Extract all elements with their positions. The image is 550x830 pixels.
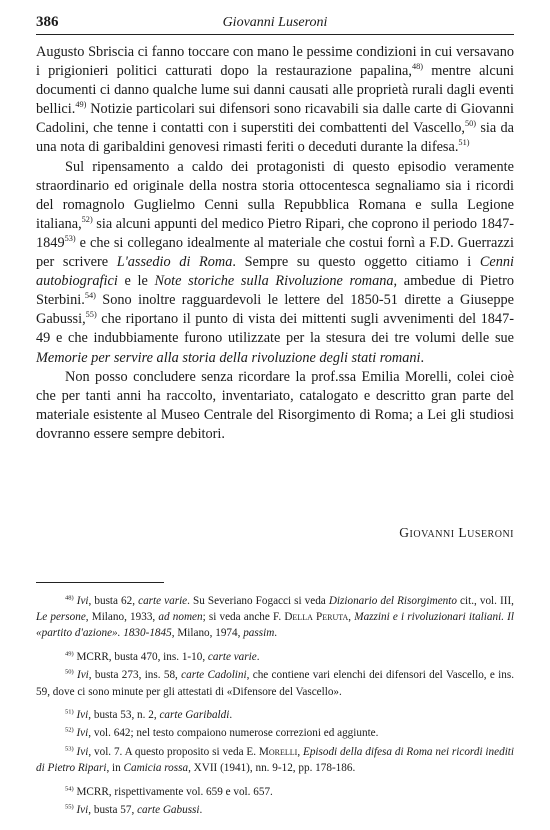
signature-smallcaps: IOVANNI — [409, 529, 455, 540]
italic-run: ad nomen — [158, 611, 203, 624]
author-name: Della Peruta — [284, 611, 349, 624]
text-run: cit., vol. III, — [456, 595, 514, 607]
text-run: . — [199, 803, 203, 816]
italic-run: carte Garibaldi — [159, 709, 230, 722]
text-run: , vol. 642; nel testo compaiono numerose correzioni ed aggiunte. — [88, 727, 379, 740]
footnote-ref-49: 49) — [75, 100, 87, 110]
italic-title: Memorie per servire alla storia della rivoluzione degli stati romani — [36, 349, 421, 366]
text-run: , ambedue di Pietro Sterbini. — [36, 273, 514, 309]
italic-run: Episodi della difesa di Roma nei ricordi inediti di Pietro Ripari — [36, 745, 515, 774]
footnote-ref-51: 51) — [458, 138, 470, 148]
signature-initial: L — [458, 525, 468, 540]
italic-run: Ivi — [76, 803, 89, 816]
signature-initial: G — [399, 525, 410, 540]
italic-run: carte varie — [138, 595, 188, 607]
paragraph-1 — [36, 43, 514, 158]
paragraph-2 — [36, 158, 514, 368]
footnote-52 — [36, 725, 514, 741]
text-run: , che contiene vari elenchi dei difensori del Vascello, e ins. 59, dove ci sono minute per gli attestati di «Difensore del Vascello». — [36, 669, 515, 698]
italic-run: Le persone — [36, 611, 86, 624]
footnote-number: 48) — [65, 594, 74, 602]
text-run: . Su Severiano Fogacci si veda — [187, 595, 329, 607]
italic-run: carte varie — [207, 651, 257, 664]
text-run: . — [274, 627, 278, 640]
footnotes — [36, 593, 514, 820]
text-run: , — [348, 611, 355, 624]
footnote-ref-54: 54) — [84, 291, 96, 301]
footnote-number: 51) — [65, 708, 74, 716]
author-signature — [399, 525, 514, 541]
text-run: . — [256, 651, 260, 664]
italic-title: Note storiche sulla Rivoluzione romana — [154, 273, 394, 290]
footnote-separator — [36, 582, 164, 583]
text-run: sia da una nota di garibaldini genovesi rimasti feriti o deceduti durante la difesa. — [36, 120, 514, 156]
italic-title: L'assedio di Roma — [116, 254, 233, 271]
page-header — [36, 12, 514, 35]
text-run: Augusto Sbriscia ci fanno toccare con mano le pessime condizioni in cui versavano i prigionieri politici catturati dopo la restaurazione papalina, — [36, 44, 514, 80]
italic-run: carte Gabussi — [137, 803, 200, 816]
text-run: , vol. 7. A questo proposito si veda E. — [88, 745, 259, 758]
main-text — [36, 43, 514, 444]
italic-run: Ivi — [76, 595, 89, 607]
text-run: e che si collegano idealmente al materiale che costui fornì a F.D. Guerrazzi per scrivere — [36, 234, 514, 271]
footnote-ref-55: 55) — [85, 310, 97, 320]
running-title: Giovanni Luseroni — [222, 15, 328, 30]
italic-run: passim — [243, 627, 275, 640]
footnote-53 — [36, 744, 514, 776]
text-run: , busta 53, n. 2, — [88, 709, 160, 722]
text-run: Notizie particolari sui difensori sono ricavabili sia dalle carte di Giovanni Cadolini, che tenne i contatti con i superstiti dei combattenti del Vascello, — [36, 101, 514, 137]
text-run: mentre alcuni documenti ci danno qualche lume sui danni causati alle proprietà rurali dagli eventi bellici. — [36, 63, 515, 118]
text-run: Sono inoltre ragguardevoli le lettere del 1850-51 dirette a Giuseppe Gabussi, — [36, 292, 514, 328]
footnote-ref-50: 50) — [464, 119, 477, 129]
text-run: , busta 62, — [88, 595, 139, 607]
text-run: . — [420, 349, 425, 366]
footnote-number: 50) — [65, 668, 74, 676]
footnote-number: 55) — [65, 803, 74, 810]
footnote-51 — [36, 707, 514, 723]
paragraph-3: Non posso concludere senza ricordare la prof.ssa Emilia Morelli, colei cioè che per tanti anni ha raccolto, inventariato, catalogato e descritto gran parte del materiale esistente al Museo Centrale del Risorgimento di Roma; a Lei gli studiosi dovranno essere sempre debitori. — [36, 368, 514, 442]
italic-run: Ivi — [76, 745, 89, 758]
footnote-54 — [36, 784, 514, 800]
footnote-49 — [36, 649, 514, 665]
text-run: , busta 57, — [88, 803, 138, 816]
italic-title: Cenni autobiografici — [36, 254, 514, 290]
footnote-number: 52) — [65, 726, 74, 734]
footnote-number: 54) — [65, 784, 74, 792]
text-run: , Milano, 1933, — [85, 611, 159, 624]
text-run: sia alcuni appunti del medico Pietro Ripari, che coprono il periodo 1847-1849 — [36, 215, 514, 251]
italic-run: Dizionario del Risorgimento — [328, 595, 457, 607]
italic-run: Mazzini e i rivoluzionari italiani. Il «partito d'azione». 1830-1845 — [36, 611, 514, 640]
text-run: , Milano, 1974, — [171, 627, 244, 640]
page-number: 386 — [36, 14, 59, 30]
text-run: Sul ripensamento a caldo dei protagonisti di questo episodio veramente straordinario ed originale della nostra storia ottocentesca segnaliamo sia i ricordi del romagnolo Guglielmo Cenni sulla Repubblica Romana e sulla Legione italiana, — [36, 158, 514, 232]
footnote-48 — [36, 593, 514, 642]
text-run: MCRR, busta 470, ins. 1-10, — [76, 651, 208, 664]
footnote-number: 53) — [65, 744, 74, 752]
text-run: , busta 273, ins. 58, — [88, 669, 182, 682]
footnote-number: 49) — [65, 650, 74, 658]
text-run: che riportano il punto di vista dei mittenti sugli avvenimenti del 1847-49 e che indubbiamente furono utilizzate per la stesura dei tre volumi delle sue — [36, 311, 514, 347]
footnote-55 — [36, 802, 514, 818]
text-run: , XVII (1941), nn. 9-12, pp. 178-186. — [188, 761, 356, 774]
text-run: e le — [117, 273, 155, 290]
text-run: . — [229, 709, 233, 722]
signature-smallcaps: USERONI — [467, 529, 514, 540]
footnote-ref-52: 52) — [81, 215, 93, 225]
italic-run: carte Cadolini — [181, 669, 247, 682]
italic-run: Ivi — [76, 709, 89, 722]
italic-run: Ivi — [76, 727, 89, 740]
footnote-ref-53: 53) — [64, 234, 76, 244]
footnote-ref-48: 48) — [411, 62, 424, 72]
text-run: MCRR, rispettivamente vol. 659 e vol. 657. — [76, 785, 273, 798]
italic-run: Camicia rossa — [123, 761, 189, 774]
italic-run: Ivi — [76, 669, 89, 682]
author-name: Morelli — [258, 745, 298, 758]
text-run: . Sempre su questo oggetto citiamo i — [232, 254, 480, 271]
footnote-50 — [36, 667, 514, 699]
text-run: , in — [106, 761, 124, 774]
text-run: , — [297, 745, 303, 758]
text-run: ; si veda anche F. — [202, 611, 285, 624]
